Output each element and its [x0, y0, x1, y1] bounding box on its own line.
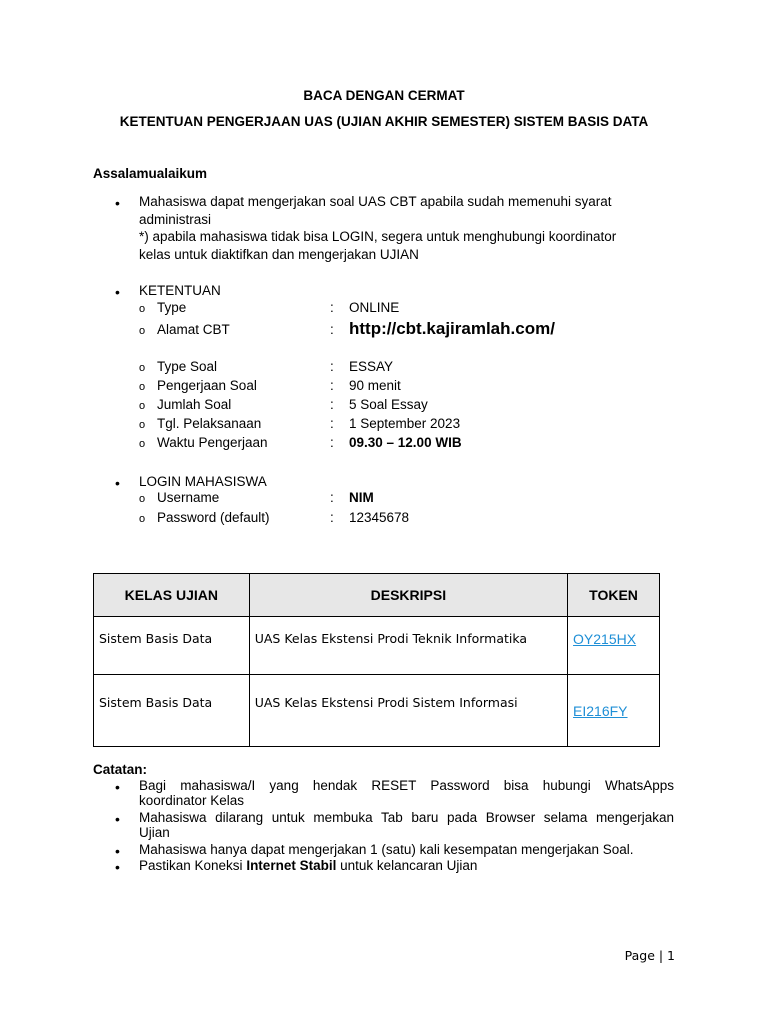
sub-bullet-icon: o [139, 325, 146, 337]
item-label: Pengerjaan Soal [157, 378, 257, 393]
item-label: Tgl. Pelaksanaan [157, 416, 262, 431]
item-value: ONLINE [349, 300, 400, 315]
item-label: Waktu Pengerjaan [157, 435, 268, 450]
ketentuan-item-tgl-pelaksanaan [139, 416, 699, 435]
intro-line: administrasi [139, 211, 212, 227]
bullet-icon: • [115, 195, 120, 211]
catatan-note: koordinator Kelas [139, 793, 245, 808]
item-label: Username [157, 490, 220, 505]
ketentuan-item-type-soal [139, 359, 699, 378]
token-link[interactable]: OY215HX [573, 631, 637, 647]
intro-line: kelas untuk diaktifkan dan mengerjakan UJIAN [139, 246, 419, 262]
login-heading: LOGIN MAHASISWA [139, 474, 267, 489]
item-colon: : [330, 300, 334, 315]
bullet-icon: • [115, 475, 120, 491]
table-header-row [94, 574, 660, 617]
item-colon: : [330, 397, 334, 412]
note-emphasis: Internet Stabil [246, 858, 337, 873]
catatan-note: Bagi mahasiswa/I yang hendak RESET Password bisa hubungi WhatsApps [139, 778, 674, 793]
item-value: 1 September 2023 [349, 416, 461, 431]
sub-bullet-icon: o [139, 493, 146, 505]
login-item-username [139, 490, 699, 509]
ketentuan-item-type [139, 300, 699, 319]
cell-kelas: Sistem Basis Data [94, 675, 250, 747]
page-number: Page | 1 [624, 948, 675, 963]
ketentuan-item-waktu-pengerjaan [139, 435, 699, 454]
item-label: Jumlah Soal [157, 397, 232, 412]
ketentuan-item-alamat-cbt [139, 319, 699, 341]
document-title: BACA DENGAN CERMAT [303, 88, 465, 103]
header-kelas-ujian: KELAS UJIAN [94, 574, 250, 617]
item-value: 5 Soal Essay [349, 397, 428, 412]
table-row [94, 675, 660, 747]
sub-bullet-icon: o [139, 381, 146, 393]
item-colon: : [330, 416, 334, 431]
bullet-icon: • [115, 779, 120, 795]
item-value: 12345678 [349, 510, 410, 525]
header-token: TOKEN [568, 574, 660, 617]
token-link[interactable]: EI216FY [573, 703, 628, 719]
cell-token [568, 617, 660, 675]
item-value: 09.30 – 12.00 WIB [349, 435, 462, 450]
item-colon: : [330, 435, 334, 450]
catatan-note: Ujian [139, 825, 170, 840]
cell-kelas: Sistem Basis Data [94, 617, 250, 675]
intro-text [139, 193, 616, 263]
kelas-ujian-table [93, 573, 660, 747]
intro-line: Mahasiswa dapat mengerjakan soal UAS CBT apabila sudah memenuhi syarat [139, 194, 612, 209]
item-colon: : [330, 322, 334, 337]
login-item-password [139, 510, 699, 529]
sub-bullet-icon: o [139, 419, 146, 431]
cell-deskripsi: UAS Kelas Ekstensi Prodi Sistem Informasi [249, 675, 567, 747]
item-colon: : [330, 378, 334, 393]
catatan-note: Mahasiswa dilarang untuk membuka Tab baru pada Browser selama mengerjakan [139, 810, 674, 825]
item-colon: : [330, 490, 334, 505]
item-colon: : [330, 359, 334, 374]
cbt-url[interactable]: http://cbt.kajiramlah.com/ [349, 319, 555, 338]
cell-token [568, 675, 660, 747]
ketentuan-item-pengerjaan-soal [139, 378, 699, 397]
bullet-icon: • [115, 284, 120, 300]
cell-deskripsi: UAS Kelas Ekstensi Prodi Teknik Informatika [249, 617, 567, 675]
note-text: Pastikan Koneksi [139, 858, 247, 873]
intro-line: *) apabila mahasiswa tidak bisa LOGIN, segera untuk menghubungi koordinator [139, 229, 617, 244]
document-subtitle: KETENTUAN PENGERJAAN UAS (UJIAN AKHIR SEMESTER) SISTEM BASIS DATA [119, 114, 649, 129]
bullet-icon: • [115, 843, 120, 859]
item-value: NIM [349, 490, 374, 505]
sub-bullet-icon: o [139, 513, 146, 525]
item-colon: : [330, 510, 334, 525]
sub-bullet-icon: o [139, 362, 146, 374]
header-deskripsi: DESKRIPSI [249, 574, 567, 617]
catatan-note: Mahasiswa hanya dapat mengerjakan 1 (satu) kali kesempatan mengerjakan Soal. [139, 842, 634, 857]
greeting: Assalamualaikum [93, 166, 208, 181]
item-label: Type [157, 300, 187, 315]
sub-bullet-icon: o [139, 400, 146, 412]
item-value: 90 menit [349, 378, 401, 393]
sub-bullet-icon: o [139, 438, 146, 450]
catatan-note [139, 858, 674, 873]
item-label: Alamat CBT [157, 322, 230, 337]
item-value: ESSAY [349, 359, 394, 374]
item-label: Type Soal [157, 359, 218, 374]
note-text: untuk kelancaran Ujian [336, 858, 478, 873]
ketentuan-heading: KETENTUAN [139, 283, 221, 298]
ketentuan-item-jumlah-soal [139, 397, 699, 416]
bullet-icon: • [115, 859, 120, 875]
table-row [94, 617, 660, 675]
bullet-icon: • [115, 811, 120, 827]
sub-bullet-icon: o [139, 303, 146, 315]
catatan-heading: Catatan: [93, 762, 148, 777]
item-label: Password (default) [157, 510, 270, 525]
